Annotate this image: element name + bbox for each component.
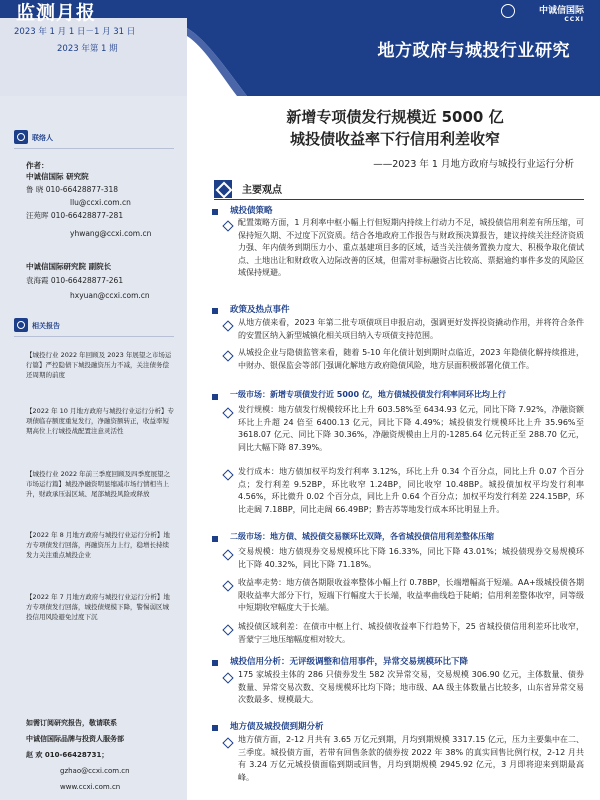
key-points-label: 主要观点	[242, 185, 282, 196]
bullet-icon	[222, 350, 233, 361]
author-3: 袁海霞 010-66428877-261	[26, 276, 124, 285]
related-reports-label: 相关报告	[32, 322, 60, 330]
related-report-5[interactable]: 【2022 年 7 月地方政府与城投行业运行分析】地方专项债发行回落，城投债规模下降，警惕弱区城投信用风险避免过度下沉	[26, 593, 170, 621]
bullet-icon	[222, 220, 233, 231]
author-dept: 中诚信国际 研究院	[26, 172, 89, 181]
section-marker	[212, 308, 218, 314]
section-3-para-2: 发行成本：地方债加权平均发行利率 3.12%，环比上升 0.34 个百分点，同比上升 0.07 个百分点；发行利差 9.52BP，环比收窄 1.24BP，同比收窄 10.48BP。城投债加权平均发行利率 4.56%，环比微升 0.02 个百分点，同比上升 0.64 个百分点；加权平均发行利差 224.15BP，环比走阔 7.18BP，同比走阔 66.49BP；黔吉苏等地发行成本环比明显上升。	[238, 467, 584, 514]
related-reports-icon	[14, 318, 28, 332]
website-link[interactable]: www.ccxi.com.cn	[60, 783, 121, 791]
section-2-heading: 政策及热点事件	[230, 305, 290, 315]
divider	[14, 148, 174, 149]
section-3-para-1: 发行规模：地方债发行规模较环比上升 603.58%至 6434.93 亿元，同比下降 7.92%，净融资额环比上升超 24 倍至 6400.13 亿元，同比下降 4.49%；城投债发行规模环比上升 35.96%至 3618.07 亿元、同比下降 30.36%，净融资规模由上月的-1285.64 亿元转正至 288.70 亿元，同比大幅下降 87.39%。	[238, 405, 584, 452]
author-2: 汪苑晖 010-66428877-281	[26, 211, 124, 220]
main-content	[200, 96, 590, 800]
header-right-panel	[187, 0, 600, 96]
section-5-heading: 城投信用分析：无评级调整和信用事件，异常交易规模环比下降	[230, 657, 469, 667]
bullet-icon	[222, 580, 233, 591]
company-logo	[539, 3, 584, 23]
contact-label: 联络人	[32, 134, 53, 142]
service-dept: 中诚信国际品牌与投资人服务部	[26, 735, 124, 743]
bullet-icon	[222, 737, 233, 748]
logo-icon	[501, 4, 515, 18]
divider	[14, 336, 174, 337]
section-marker	[212, 394, 218, 400]
service-contact: 赵 欢 010-66428731；	[26, 751, 109, 759]
bullet-icon	[222, 469, 233, 480]
key-points-divider	[214, 199, 584, 200]
service-email[interactable]: gzhao@ccxi.com.cn	[60, 767, 130, 775]
main-title-line-1: 新增专项债发行规模近 5000 亿	[286, 108, 504, 126]
report-subject: 地方政府与城投行业研究	[377, 41, 570, 61]
section-4-para-1: 交易规模：地方债现券交易规模环比下降 16.33%，同比下降 43.01%；城投债现券交易规模环比下降 40.32%，同比下降 71.18%。	[238, 547, 584, 569]
author-2-email[interactable]: yhwang@ccxi.com.cn	[70, 229, 152, 238]
bullet-icon	[222, 549, 233, 560]
main-subtitle: ——2023 年 1 月地方政府与城投行业运行分析	[373, 159, 574, 170]
author-1-email[interactable]: llu@ccxi.com.cn	[70, 198, 131, 207]
related-report-1[interactable]: 【城投行业 2022 年回顾及 2023 年展望之市场运行篇】严控隐债下城投融资压力不减，关注债务偿还周期的前度	[26, 351, 172, 379]
section-marker	[212, 660, 218, 666]
related-report-4[interactable]: 【2022 年 8 月地方政府与城投行业运行分析】地方专项债发行回落，再融资压力上行，稳增长持续发力关注重点城投企业	[26, 531, 170, 559]
main-title-line-2: 城投债收益率下行信用利差收窄	[289, 130, 500, 148]
contact-icon	[14, 130, 28, 144]
section-marker	[212, 536, 218, 542]
section-6-heading: 地方债及城投债到期分析	[230, 722, 324, 732]
report-issue: 2023 年第 1 期	[57, 44, 118, 54]
logo-text: 中诚信国际	[538, 6, 584, 16]
section-5-para-1: 175 家城投主体的 286 只债券发生 582 次异常交易，交易规模 306.90 亿元，主体数量、债券数量、异常交易次数、交易规模环比均下降；地市级、AA 级主体数量占比较多，山东省异常交易次数最多、规模最大。	[238, 670, 584, 704]
report-date-range: 2023 年 1 月 1 日－1 月 31 日	[14, 27, 136, 37]
sidebar	[0, 96, 187, 800]
bullet-icon	[222, 624, 233, 635]
logo-sub: CCXI	[564, 16, 584, 23]
related-report-2[interactable]: 【2022 年 10 月地方政府与城投行业运行分析】专项债临存额度重复发行，净融资额转正，收益率短期高位上行城投战配置注意灵活性	[26, 407, 175, 435]
bullet-icon	[222, 407, 233, 418]
report-header	[0, 0, 600, 96]
key-points-icon	[214, 180, 232, 198]
section-3-heading: 一级市场：新增专项债发行近 5000 亿，地方债城投债发行利率同环比均上行	[230, 390, 506, 399]
section-1-heading: 城投债策略	[230, 206, 273, 216]
vp-dept: 中诚信国际研究院 副院长	[26, 262, 112, 271]
section-1-para-1: 配置策略方面，1 月利率中枢小幅上行但短期内持续上行动力不足，城投债信用利差有所压缩，可保持短久期、不过度下沉资质。结合各地政府工作报告与财政预决算报告，建议持续关注经济资质力强、年内债务到期压力小、重点基建项目多的区域，适当关注债务置换力度大、积极争取化债试点、土地出让和财政收入边际改善的区域，但需对非标融资占比较高、票据逾约事件多发的风险区域保持规避。	[238, 218, 584, 277]
header-left-panel	[0, 0, 187, 96]
related-report-3[interactable]: 【城投行业 2022 年前三季度回顾及四季度展望之市场运行篇】城投净融资明显缩减市场行情相当上升，财政承压弱区域、尾部城投风险或释放	[26, 470, 171, 498]
author-3-email[interactable]: hxyuan@ccxi.com.cn	[70, 291, 150, 300]
bullet-icon	[222, 320, 233, 331]
section-6-para-1: 地方债方面，2-12 月共有 3.65 万亿元到期，月均到期规模 3317.15 亿元，压力主要集中在二、三季度。城投债方面，若带有回售条款的债券按 2022 年 38% 的真实回售比例行权，2-12 月共有 3.24 万亿元城投债面临到期或回售，月均到期规模 2945.92 亿元，3 月即将迎来到期最高峰。	[238, 735, 584, 782]
bullet-icon	[222, 672, 233, 683]
section-marker	[212, 209, 218, 215]
subscribe-line: 如需订阅研究报告，敬请联系	[26, 719, 117, 727]
section-4-para-2: 收益率走势：地方债各期限收益率整体小幅上行 0.78BP，长端增幅高于短端。AA+级城投债各期限收益率大部分下行，短端下行幅度大于长端，收益率曲线趋于陡峭；信用利差整体收窄，同等级中短期收窄幅度大于长端。	[238, 578, 584, 612]
report-title: 监测月报	[16, 2, 97, 24]
section-2-para-1: 从地方债来看，2023 年第二批专项债项目申报启动，强调更好发挥投资撬动作用，并将符合条件的安置区纳入新型城镇化相关项目纳入专项债支持范围。	[238, 318, 584, 340]
author-label: 作者：	[26, 161, 49, 170]
section-4-para-3: 城投债区域利差：在债市中枢上行、城投债收益率下行趋势下，25 省城投债信用利差环比收窄，晋蒙宁三地压缩幅度相对较大。	[238, 622, 584, 644]
section-2-para-2: 从城投企业与隐债监管来看，随着 5-10 年化债计划到期时点临近，2023 年隐债化解持续推进，中财办、银保监会等部门强调化解地方政府隐债风险，地方层面积极部署化债工作。	[238, 348, 584, 370]
section-4-heading: 二级市场：地方债、城投债交易额环比双降，各省城投债信用利差整体压缩	[230, 532, 494, 541]
section-marker	[212, 725, 218, 731]
author-1: 鲁 晓 010-66428877-318	[26, 185, 118, 194]
